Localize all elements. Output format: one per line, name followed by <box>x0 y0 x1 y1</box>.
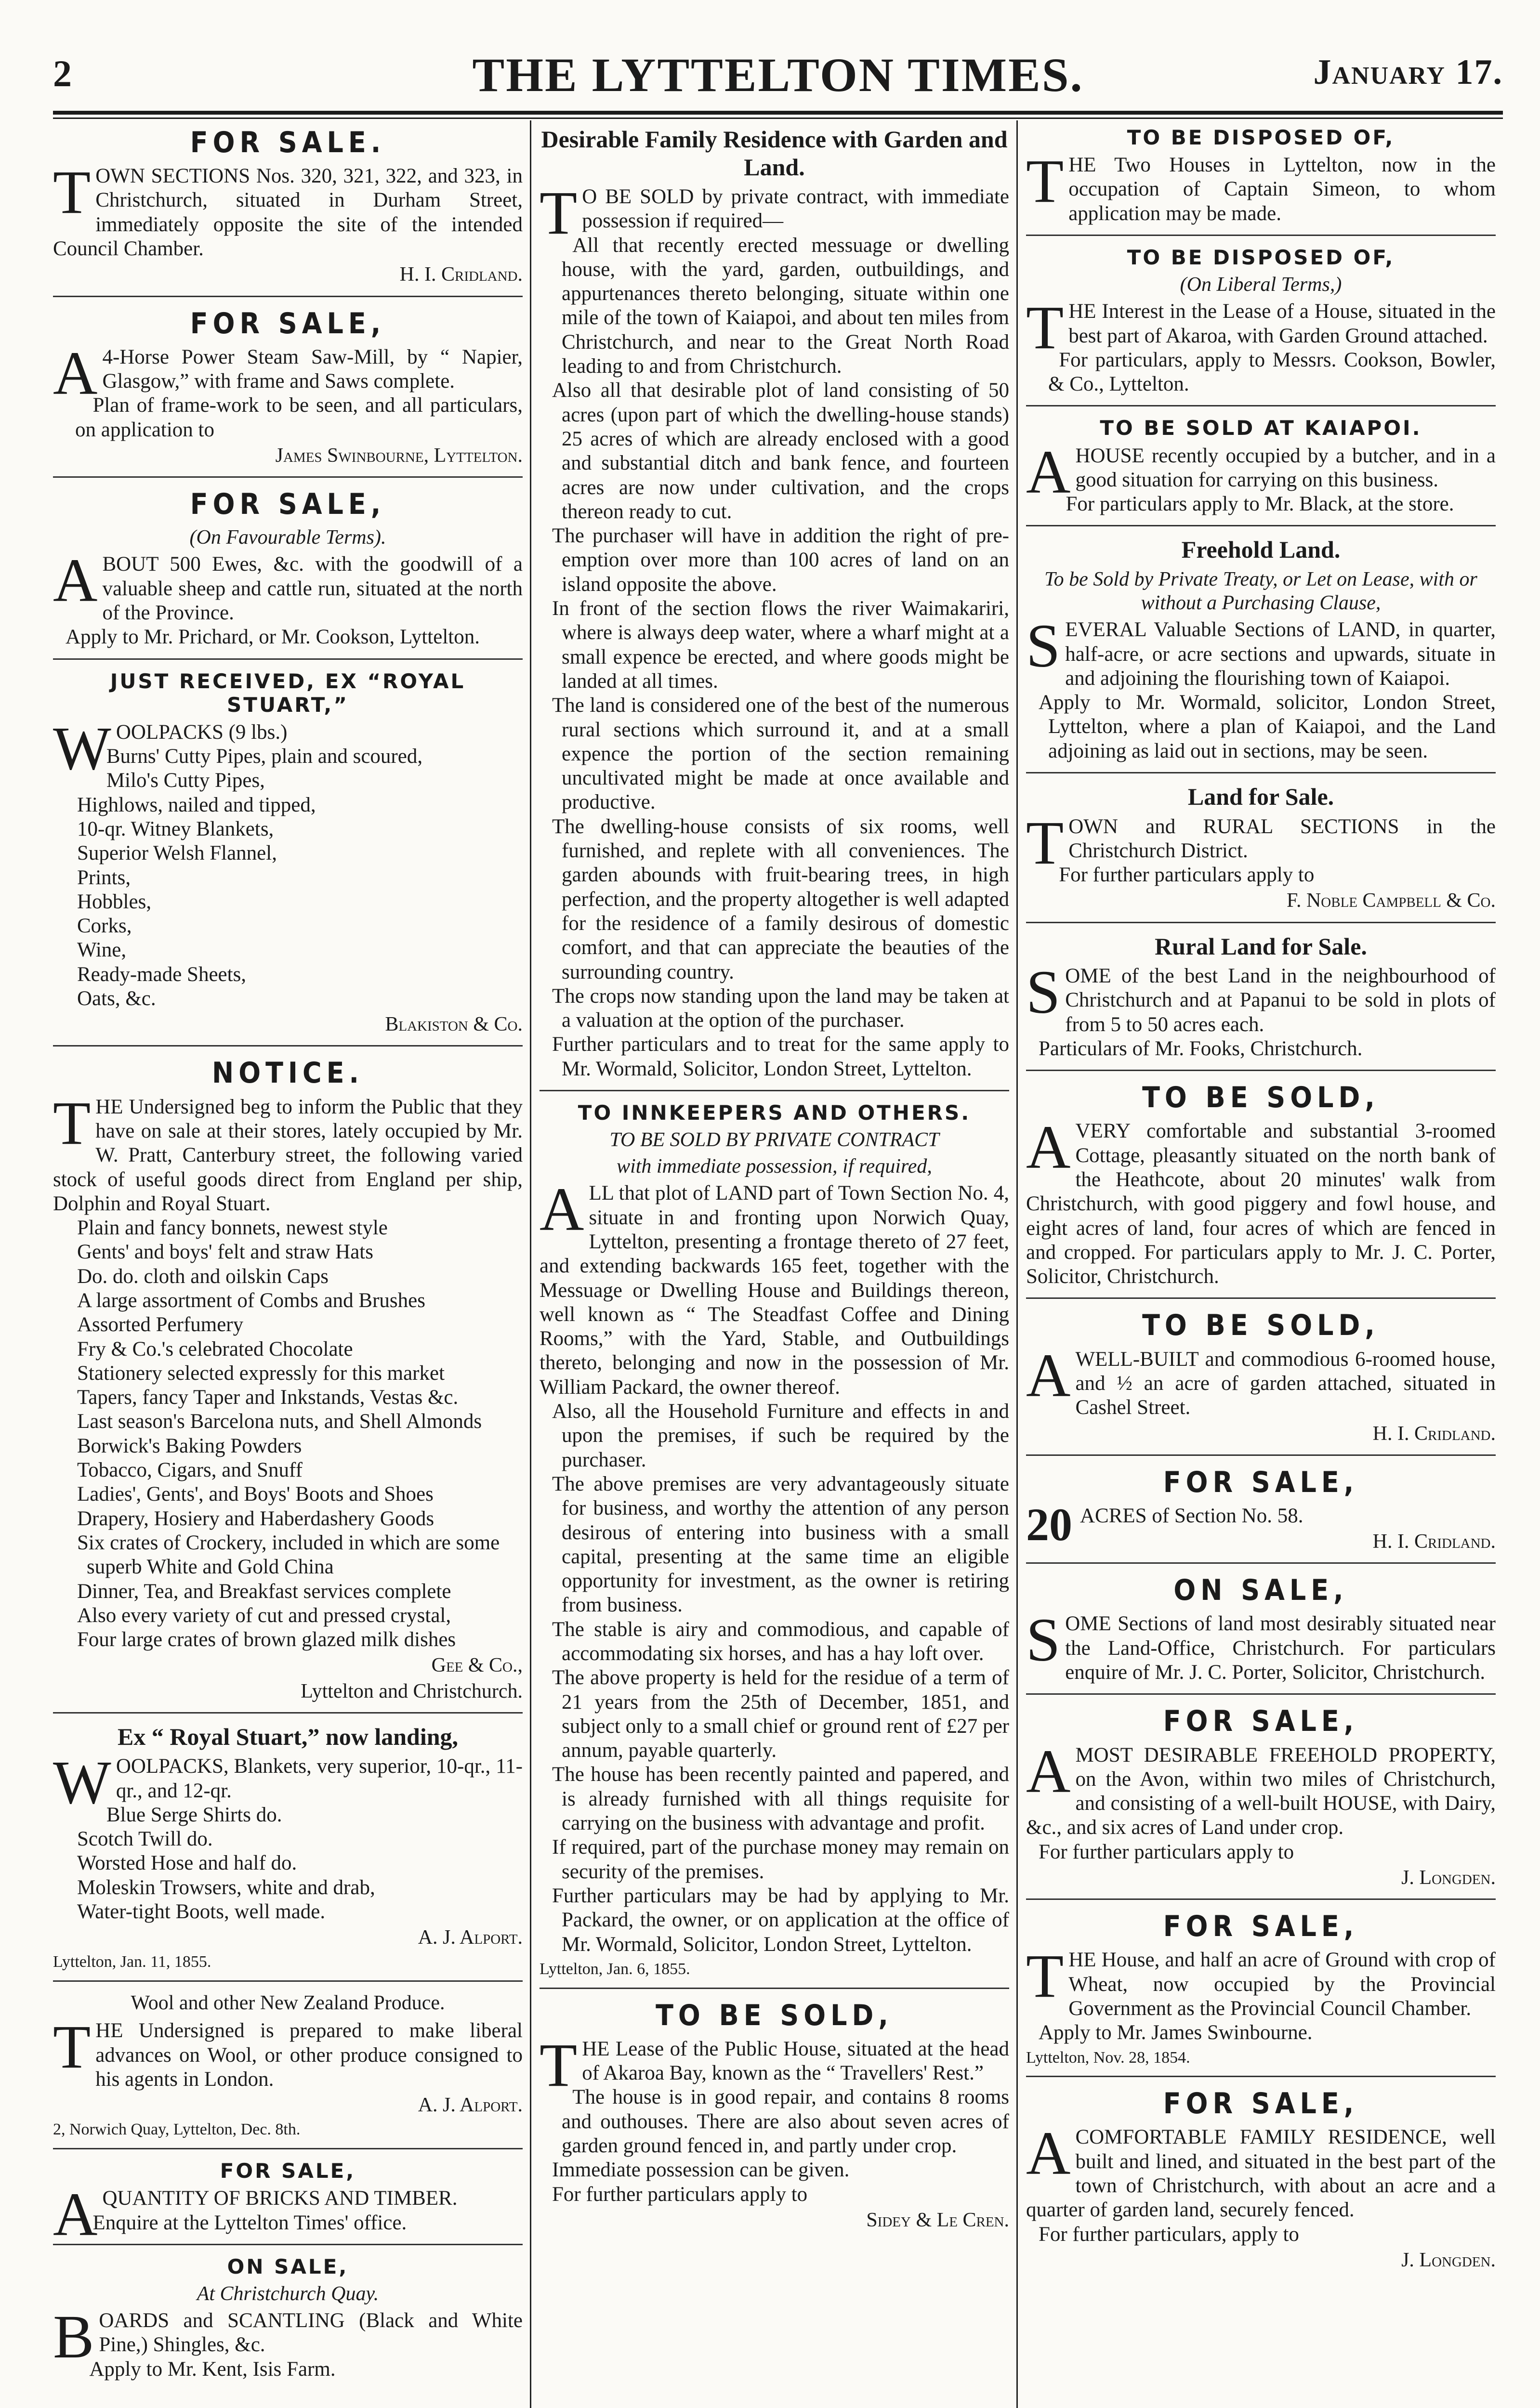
column-2 <box>540 123 1009 2408</box>
advert-body: For particulars apply to Mr. Black, at the store. <box>1066 493 1454 516</box>
list-item: Oats, &c. <box>77 987 156 1010</box>
list-item: Tobacco, Cigars, and Snuff <box>77 1459 303 1482</box>
list-item: Gents' and boys' felt and straw Hats <box>77 1241 373 1264</box>
advert-heading: Rural Land for Sale. <box>1155 932 1367 960</box>
advert-body: For particulars, apply to Messrs. Cookson, Bowler, & Co., Lyttelton. <box>1048 348 1496 396</box>
advert-signature: J. Longden. <box>1401 2249 1496 2271</box>
advert-heading: Ex “ Royal Stuart,” now landing, <box>117 1723 459 1750</box>
advert-body: The above premises are very advantageously situate for business, and worthy the attention of any person desirous of entering into business with a small capital, presenting at the same time an eligible opportunity for investment, as the owner is retiring from business. <box>552 1472 1009 1617</box>
advert-body: AMOST DESIRABLE FREEHOLD PROPERTY, on the Avon, within two miles of Christchurch, and consisting of a well-built HOUSE, with Dairy, &c., and six acres of Land under crop. <box>1026 1737 1496 1839</box>
advert-body: Further particulars and to treat for the same apply to Mr. Wormald, Solicitor, London Street, Lyttelton. <box>552 1033 1009 1080</box>
advert <box>540 123 1009 1091</box>
advert-signature: H. I. Cridland. <box>1372 1422 1496 1445</box>
list-item: Burns' Cutty Pipes, plain and scoured, <box>106 745 423 768</box>
advert-body: The above property is held for the residue of a term of 21 years from the 25th of December, 1851, and subject only to a small chief or ground rent of £27 per annum, payable quarterly. <box>552 1666 1009 1762</box>
advert-body: THE Undersigned beg to inform the Public that they have on sale at their stores, lately occupied by Mr. W. Pratt, Canterbury street, the following varied stock of useful goods direct from England per ship, Dolphin and Royal Stuart. <box>53 1088 523 1215</box>
advert-signature: James Swinbourne, Lyttelton. <box>275 444 523 467</box>
list-item: Hobbles, <box>77 890 152 913</box>
advert <box>1026 1078 1496 1299</box>
advert-heading: JUST RECEIVED, EX “ROYAL STUART,” <box>110 669 466 717</box>
advert-body: THE House, and half an acre of Ground with crop of Wheat, now occupied by the Provincial Government as the Provincial Council Chamber. <box>1026 1942 1496 2020</box>
advert <box>53 2156 523 2249</box>
advert <box>1026 243 1496 406</box>
advert-heading: NOTICE. <box>212 1056 364 1090</box>
advert-heading: TO INNKEEPERS AND OTHERS. <box>578 1100 971 1125</box>
advert <box>53 123 523 297</box>
issue-date: January 17. <box>1313 52 1503 92</box>
column-3 <box>1026 123 1496 2408</box>
masthead <box>53 42 1503 115</box>
advert-heading: FOR SALE. <box>190 126 386 159</box>
advert-date: 2, Norwich Quay, Lyttelton, Dec. 8th. <box>53 2120 301 2139</box>
advert-signature: H. I. Cridland. <box>1372 1531 1496 1553</box>
list-item: Worsted Hose and half do. <box>77 1852 297 1875</box>
advert-body: BOARDS and SCANTLING (Black and White Pine,) Shingles, &c. <box>53 2303 523 2371</box>
advert-body: The house is in good repair, and contains 8 rooms and outhouses. There are also about seven acres of garden ground fenced in, and partly under crop. <box>562 2086 1009 2157</box>
advert-body: ABOUT 500 Ewes, &c. with the goodwill of a valuable sheep and cattle run, situated at the north of the Province. <box>53 546 523 624</box>
advert-heading: FOR SALE, <box>1163 1910 1359 1944</box>
advert-heading: TO BE DISPOSED OF, <box>1127 126 1395 149</box>
advert-heading: FOR SALE, <box>190 306 386 340</box>
advert-signature: H. I. Cridland. <box>399 263 523 286</box>
advert-heading: Land for Sale. <box>1187 783 1334 810</box>
advert-body: The dwelling-house consists of six rooms, well furnished, and replete with all conveniences. The garden abounds with fruit-bearing trees, in high perfection, and the property altogether is well adapted for the residence of a family desirous of domestic comfort, and that can appreciate the beauties of the surrounding country. <box>552 815 1009 983</box>
advert <box>53 1989 523 2149</box>
advert-signature: Gee & Co., <box>431 1654 523 1677</box>
list-item: Scotch Twill do. <box>77 1828 213 1851</box>
advert-body: Apply to Mr. James Swinbourne. <box>1039 2021 1313 2044</box>
advert-body: Enquire at the Lyttelton Times' office. <box>92 2211 407 2234</box>
advert-body: Particulars of Mr. Fooks, Christchurch. <box>1039 1037 1363 1060</box>
advert-body: The purchaser will have in addition the right of pre-emption over more than 100 acres of land on an island opposite the above. <box>552 524 1009 596</box>
advert <box>1026 930 1496 1072</box>
list-item: Superior Welsh Flannel, <box>77 842 277 865</box>
advert-body: Plan of frame-work to be seen, and all particulars, on application to <box>75 394 523 441</box>
masthead-rule <box>53 111 1503 115</box>
advert-body: AQUANTITY OF BRICKS AND TIMBER. <box>53 2180 458 2249</box>
advert-heading: TO BE SOLD, <box>1142 1081 1380 1115</box>
advert-heading: FOR SALE, <box>190 487 386 521</box>
advert-body: THE Two Houses in Lyttelton, now in the occupation of Captain Simeon, to whom application may be made. <box>1026 147 1496 225</box>
list-item: 10-qr. Witney Blankets, <box>77 817 274 840</box>
advert-body: TOWN and RURAL SECTIONS in the Christchurch District. <box>1026 808 1496 877</box>
advert <box>1026 123 1496 236</box>
advert-subheading: To be Sold by Private Treaty, or Let on Lease, with or without a Purchasing Clause, <box>1044 568 1477 615</box>
list-item: Fry & Co.'s celebrated Chocolate <box>77 1337 353 1361</box>
column-divider <box>1016 120 1018 2408</box>
advert-date: Lyttelton, Jan. 6, 1855. <box>540 1960 690 1978</box>
list-item: Tapers, fancy Taper and Inkstands, Vestas &c. <box>77 1386 459 1409</box>
advert-signature: A. J. Alport. <box>418 2094 523 2117</box>
list-item: Plain and fancy bonnets, newest style <box>77 1217 388 1240</box>
advert-signature: Blakiston & Co. <box>385 1013 523 1036</box>
item-list <box>53 745 523 1011</box>
advert-body: Also, all the Household Furniture and effects in and upon the premises, if such be required by the purchaser. <box>552 1400 1009 1471</box>
advert-body: ALL that plot of LAND part of Town Section No. 4, situate in and fronting upon Norwich Quay, Lyttelton, presenting a frontage thereto of 27 feet, and extending backwards 165 feet, together with the Messuage or Dwelling House and Buildings thereon, well known as “ The Steadfast Coffee and Dining Rooms,” with the Yard, Stable, and Outbuildings thereto, belonging and now in the possession of Mr. William Packard, the owner thereof. <box>540 1175 1009 1399</box>
advert <box>53 304 523 478</box>
advert-body: Apply to Mr. Wormald, solicitor, London Street, Lyttelton, where a plan of Kaiapoi, and the Land adjoining as laid out in sections, may be seen. <box>1039 691 1496 762</box>
advert-heading: TO BE SOLD, <box>1142 1309 1380 1343</box>
list-item: Also every variety of cut and pressed crystal, <box>77 1604 451 1627</box>
advert-body: Immediate possession can be given. <box>552 2159 850 2182</box>
advert-subheading: (On Favourable Terms). <box>189 526 386 549</box>
advert-body: The crops now standing upon the land may be taken at a valuation at the option of the purchaser. <box>552 984 1009 1032</box>
advert-body: THE Lease of the Public House, situated at the head of Akaroa Bay, known as the “ Travellers' Rest.” <box>540 2030 1009 2099</box>
advert <box>53 667 523 1047</box>
advert <box>1026 413 1496 526</box>
list-item: Highlows, nailed and tipped, <box>77 793 316 816</box>
list-item: Moleskin Trowsers, white and drab, <box>77 1876 375 1899</box>
advert-heading: Freehold Land. <box>1181 536 1341 563</box>
advert-body: The stable is airy and commodious, and capable of accommodating six horses, and has a hay loft over. <box>552 1618 1009 1665</box>
advert-subheading: TO BE SOLD BY PRIVATE CONTRACT <box>609 1129 939 1152</box>
masthead-rule-thin <box>53 118 1503 119</box>
advert-body: THE Undersigned is prepared to make liberal advances on Wool, or other produce consigned to his agents in London. <box>53 2013 523 2091</box>
list-item: Wine, <box>77 939 127 962</box>
advert-body: A4-Horse Power Steam Saw-Mill, by “ Napier, Glasgow,” with frame and Saws complete. <box>53 339 523 407</box>
list-item: Blue Serge Shirts do. <box>106 1803 282 1826</box>
advert <box>1026 533 1496 773</box>
advert-body: The house has been recently painted and papered, and is already furnished with all things requisite for carrying on the business with advantage and profit. <box>552 1763 1009 1835</box>
advert-body: AHOUSE recently occupied by a butcher, and in a good situation for carrying on this business. <box>1026 437 1496 506</box>
advert-body: TOWN SECTIONS Nos. 320, 321, 322, and 323, in Christchurch, situated in Durham Street, immediately opposite the site of the intended Council Chamber. <box>53 158 523 261</box>
advert-body: SOME of the best Land in the neighbourhood of Christchurch and at Papanui to be sold in plots of from 5 to 50 acres each. <box>1026 958 1496 1036</box>
advert-heading: FOR SALE, <box>1163 1704 1359 1739</box>
column-1 <box>53 123 523 2408</box>
advert-body: The land is considered one of the best of the numerous rural sections which surround it, and at a small expence the portion of the section remaining uncultivated might be made at once available and productive. <box>552 694 1009 814</box>
advert-signature: A. J. Alport. <box>418 1926 523 1949</box>
advert-date: Lyttelton, Nov. 28, 1854. <box>1026 2048 1190 2067</box>
advert-body: AVERY comfortable and substantial 3-roomed Cottage, pleasantly situated on the north bank of the Heathcote, about 20 minutes' walk from Christchurch, with good piggery and fowl house, and eight acres of land, four acres of which are fenced in and cropped. For particulars apply to Mr. J. C. Porter, Solicitor, Christchurch. <box>1026 1113 1496 1288</box>
advert-body: ACOMFORTABLE FAMILY RESIDENCE, well built and lined, and situated in the best part of the town of Christchurch, with about an acre and a quarter of garden land, securely fenced. <box>1026 2119 1496 2222</box>
newspaper-title: THE LYTTELTON TIMES. <box>472 48 1084 102</box>
advert-body: SOME Sections of land most desirably situated near the Land-Office, Christchurch. For particulars enquire of Mr. J. C. Porter, Solicitor, Christchurch. <box>1026 1606 1496 1684</box>
advert-body: All that recently erected messuage or dwelling house, with the yard, garden, outbuildings, and appurtenances thereto belonging, situate within one mile of the town of Kaiapoi, and about ten miles from Christchurch, and near to the Great North Road leading to and from Christchurch. <box>562 234 1009 378</box>
list-item: A large assortment of Combs and Brushes <box>77 1289 425 1312</box>
advert-body: Also all that desirable plot of land consisting of 50 acres (upon part of which the dwelling-house stands) 25 acres of which are already enclosed with a good and substantial ditch and bank fence, and fourteen acres are now under cultivation, and the crops thereon ready to cut. <box>552 379 1009 523</box>
list-item: Do. do. cloth and oilskin Caps <box>77 1265 329 1288</box>
list-item: Stationery selected expressly for this market <box>77 1361 445 1385</box>
column-divider <box>530 120 531 2408</box>
advert-body: WOOLPACKS, Blankets, very superior, 10-qr., 11-qr., and 12-qr. <box>53 1748 523 1817</box>
advert <box>1026 1306 1496 1455</box>
advert-body: AWELL-BUILT and commodious 6-roomed house, and ½ an acre of garden attached, situated in Cashel Street. <box>1026 1341 1496 1419</box>
advert-heading: Wool and other New Zealand Produce. <box>131 1992 445 2015</box>
advert-body: For further particulars apply to <box>1039 1840 1294 1863</box>
advert-body: SEVERAL Valuable Sections of LAND, in quarter, half-acre, or acre sections and upwards, situate in and adjoining the flourishing town of Kaiapoi. <box>1026 612 1496 690</box>
list-item: Borwick's Baking Powders <box>77 1434 302 1457</box>
advert <box>53 484 523 660</box>
advert <box>1026 1570 1496 1695</box>
list-item: Corks, <box>77 915 132 938</box>
advert <box>540 1098 1009 1989</box>
advert-body: Further particulars may be had by applying to Mr. Packard, the owner, or on application at the office of Mr. Wormald, Solicitor, London Street, Lyttelton. <box>552 1884 1009 1956</box>
advert-heading: FOR SALE, <box>220 2159 356 2183</box>
advert-body: ACRES of Section No. 58. <box>1080 1504 1303 1527</box>
advert <box>1026 1463 1496 1564</box>
advert <box>1026 2084 1496 2281</box>
acreage-number: 20 <box>1026 1504 1072 1550</box>
advert-signature: Sidey & Le Cren. <box>866 2209 1009 2231</box>
advert-signature: F. Noble Campbell & Co. <box>1286 890 1496 912</box>
advert-subheading: with immediate possession, if required, <box>617 1155 932 1178</box>
advert <box>540 1996 1009 2241</box>
advert-body: For further particulars, apply to <box>1039 2223 1299 2246</box>
list-item: Ready-made Sheets, <box>77 963 247 986</box>
advert-heading: TO BE SOLD AT KAIAPOI. <box>1100 416 1422 440</box>
list-item: Four large crates of brown glazed milk dishes <box>77 1628 456 1651</box>
advert <box>53 2252 523 2390</box>
item-list <box>53 1803 523 1924</box>
advert-heading: FOR SALE, <box>1163 2087 1359 2121</box>
advert-signature: J. Longden. <box>1401 1867 1496 1889</box>
advert-heading: TO BE DISPOSED OF, <box>1127 246 1395 270</box>
advert-body: For further particulars apply to <box>1059 864 1315 887</box>
advert-heading: ON SALE, <box>1173 1573 1348 1608</box>
advert-subheading: (On Liberal Terms,) <box>1180 274 1342 296</box>
advert-body: Apply to Mr. Prichard, or Mr. Cookson, Lyttelton. <box>66 626 480 649</box>
page-number: 2 <box>53 52 72 94</box>
advert-heading: Desirable Family Residence with Garden and Land. <box>541 126 1008 181</box>
item-list <box>53 1216 523 1652</box>
list-item: Six crates of Crockery, included in which are some superb White and Gold China <box>77 1531 500 1579</box>
list-item: Drapery, Hosiery and Haberdashery Goods <box>77 1507 434 1530</box>
advert <box>53 1053 523 1713</box>
advert-signature: Lyttelton and Christchurch. <box>301 1680 523 1702</box>
advert-body: If required, part of the purchase money may remain on security of the premises. <box>552 1836 1009 1883</box>
list-item: Assorted Perfumery <box>77 1313 244 1336</box>
advert-body: TO BE SOLD by private contract, with immediate possession if required— <box>540 179 1009 247</box>
advert-body: Apply to Mr. Kent, Isis Farm. <box>89 2357 336 2381</box>
advert-heading: ON SALE, <box>227 2254 349 2278</box>
advert-body: For further particulars apply to <box>552 2183 808 2206</box>
advert <box>1026 1701 1496 1900</box>
list-item: Prints, <box>77 866 131 889</box>
advert-body: In front of the section flows the river Waimakariri, where is always deep water, where a wharf might at a small expence be erected, and where goods might be landed at all times. <box>552 597 1009 693</box>
list-item: Milo's Cutty Pipes, <box>106 769 265 792</box>
advert <box>53 1720 523 1982</box>
advert-body: THE Interest in the Lease of a House, situated in the best part of Akaroa, with Garden Ground attached. <box>1026 293 1496 362</box>
list-item: Last season's Barcelona nuts, and Shell Almonds <box>77 1410 482 1433</box>
advert-heading: FOR SALE, <box>1163 1465 1359 1499</box>
advert-date: Lyttelton, Jan. 11, 1855. <box>53 1953 211 1971</box>
list-item: Water-tight Boots, well made. <box>77 1900 326 1923</box>
advert-body: WOOLPACKS (9 lbs.) <box>53 714 288 783</box>
advert <box>1026 1907 1496 2077</box>
list-item: Ladies', Gents', and Boys' Boots and Shoes <box>77 1483 434 1506</box>
advert-heading: TO BE SOLD, <box>656 1998 893 2032</box>
list-item: Dinner, Tea, and Breakfast services complete <box>77 1580 451 1603</box>
advert-subheading: At Christchurch Quay. <box>197 2282 379 2305</box>
advert <box>1026 780 1496 923</box>
